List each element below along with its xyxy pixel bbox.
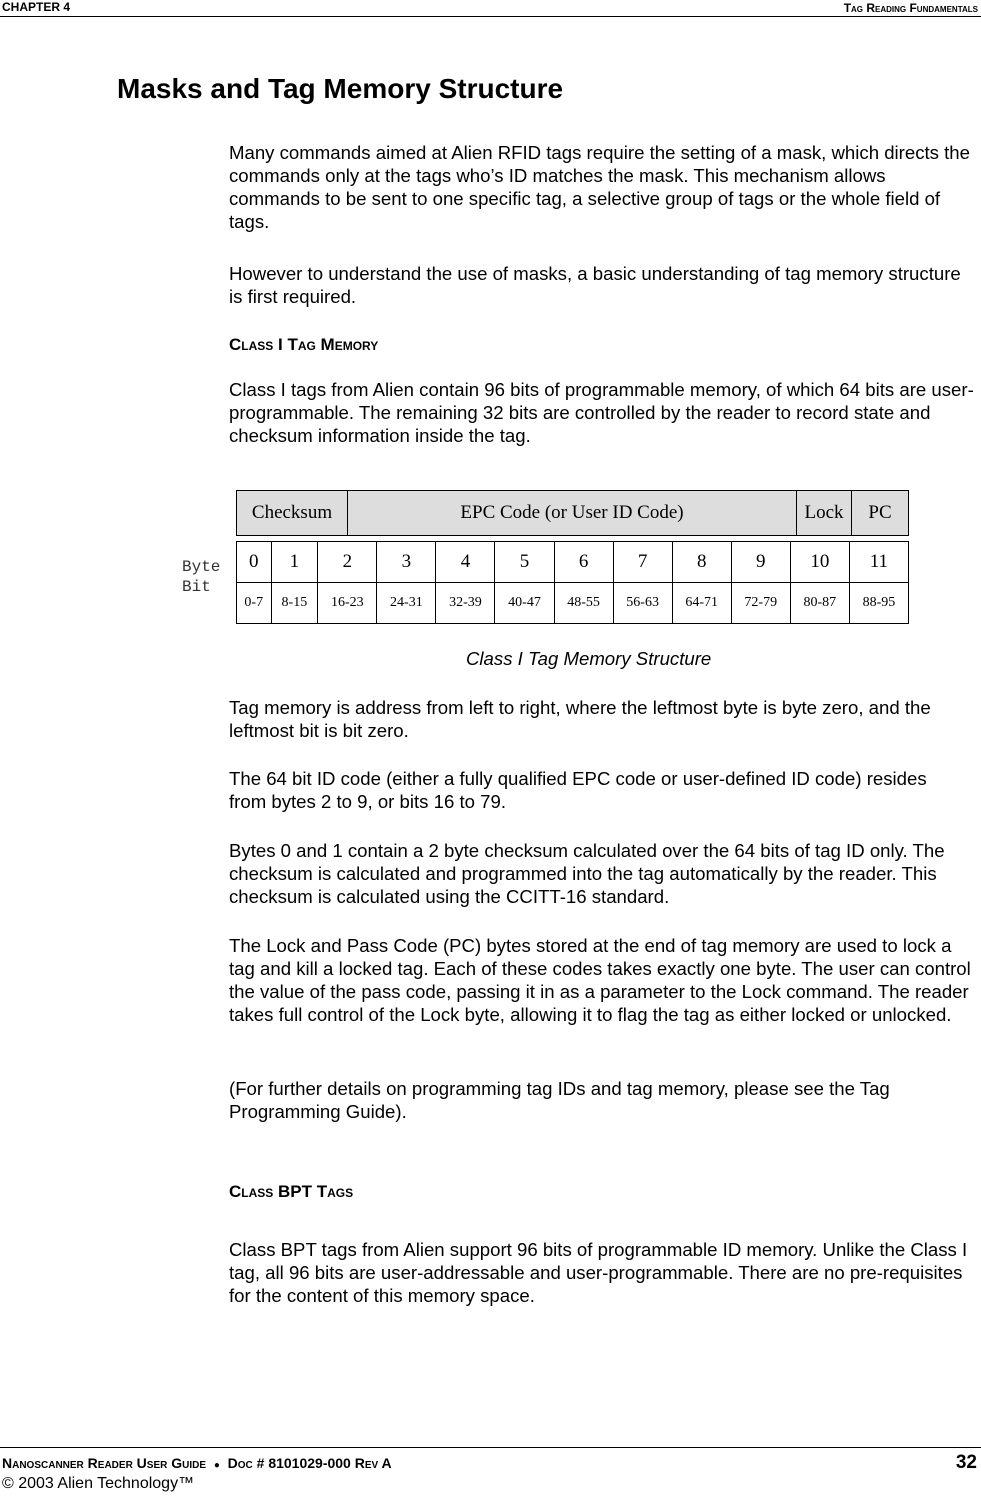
- body-paragraph-5: (For further details on programming tag IDs and tag memory, please see the Tag Programming Guide).: [229, 1078, 890, 1122]
- header-rule: [0, 16, 981, 17]
- footer-copyright: © 2003 Alien Technology™: [2, 1475, 195, 1492]
- footer-doc-number: Doc # 8101029-000 Rev A: [227, 1455, 392, 1471]
- class1-paragraph: Class I tags from Alien contain 96 bits of programmable memory, of which 64 bits are user-programmable. The remaining 32 bits are controlled by the reader to record state and checksum information inside the tag.: [229, 379, 974, 446]
- bit-cell: 40-47: [495, 583, 554, 624]
- bit-cell: 80-87: [790, 583, 849, 624]
- bit-row: [237, 583, 909, 624]
- memory-field-table: [236, 490, 909, 536]
- byte-cell: 10: [790, 542, 849, 583]
- bit-row-label: Bit: [182, 578, 211, 596]
- chapter-label: CHAPTER 4: [2, 0, 71, 14]
- byte-cell: 7: [613, 542, 672, 583]
- bit-cell: 24-31: [377, 583, 436, 624]
- memory-byte-table: [236, 541, 909, 624]
- class1-heading: Class I Tag Memory: [229, 335, 379, 354]
- byte-cell: 4: [436, 542, 495, 583]
- field-pc: PC: [852, 491, 909, 536]
- body-paragraph-1: Tag memory is address from left to right, where the leftmost byte is byte zero, and the leftmost bit is bit zero.: [229, 697, 931, 741]
- body-paragraph-3: Bytes 0 and 1 contain a 2 byte checksum calculated over the 64 bits of tag ID only. The checksum is calculated and programmed into the tag automatically by the reader. This checksum is calculated using the CCITT-16 standard.: [229, 840, 945, 907]
- footer-rule: [0, 1447, 981, 1448]
- byte-cell: 8: [672, 542, 731, 583]
- byte-cell: 11: [849, 542, 908, 583]
- field-lock: Lock: [797, 491, 852, 536]
- bit-cell: 32-39: [436, 583, 495, 624]
- bit-cell: 0-7: [237, 583, 272, 624]
- byte-cell: 9: [731, 542, 790, 583]
- field-checksum: Checksum: [237, 491, 348, 536]
- intro-paragraph-1: Many commands aimed at Alien RFID tags require the setting of a mask, which directs the commands only at the tags who’s ID matches the mask. This mechanism allows commands to be sent to one specific tag, a selective group of tags or the whole field of tags.: [229, 142, 970, 232]
- byte-cell: 6: [554, 542, 613, 583]
- intro-paragraph-2: However to understand the use of masks, a basic understanding of tag memory structure is first required.: [229, 263, 961, 307]
- bit-cell: 64-71: [672, 583, 731, 624]
- bit-cell: 88-95: [849, 583, 908, 624]
- byte-cell: 0: [237, 542, 272, 583]
- bpt-paragraph: Class BPT tags from Alien support 96 bits of programmable ID memory. Unlike the Class I tag, all 96 bits are user-addressable and user-programmable. There are no pre-requisites for the content of this memory space.: [229, 1239, 968, 1306]
- bit-cell: 48-55: [554, 583, 613, 624]
- bpt-heading: Class BPT Tags: [229, 1182, 354, 1201]
- figure-caption: Class I Tag Memory Structure: [466, 648, 712, 669]
- bit-cell: 8-15: [271, 583, 318, 624]
- section-label: Tag Reading Fundamentals: [843, 1, 978, 15]
- byte-row-label: Byte: [182, 558, 221, 576]
- field-epc-code: EPC Code (or User ID Code): [348, 491, 797, 536]
- byte-cell: 1: [271, 542, 318, 583]
- footer-separator: ●: [213, 1460, 220, 1471]
- byte-cell: 2: [318, 542, 377, 583]
- bit-cell: 56-63: [613, 583, 672, 624]
- body-paragraph-2: The 64 bit ID code (either a fully qualified EPC code or user-defined ID code) resides from bytes 2 to 9, or bits 16 to 79.: [229, 768, 927, 812]
- footer-doc-line: [2, 1455, 392, 1471]
- byte-cell: 5: [495, 542, 554, 583]
- byte-row: [237, 542, 909, 583]
- byte-cell: 3: [377, 542, 436, 583]
- footer-guide: Nanoscanner Reader User Guide: [2, 1455, 207, 1471]
- bit-cell: 72-79: [731, 583, 790, 624]
- bit-cell: 16-23: [318, 583, 377, 624]
- body-paragraph-4: The Lock and Pass Code (PC) bytes stored at the end of tag memory are used to lock a tag and kill a locked tag. Each of these codes takes exactly one byte. The user can control the value of the pass code, passing it in as a parameter to the Lock command. The reader takes full control of the Lock byte, allowing it to flag the tag as either locked or unlocked.: [229, 935, 971, 1025]
- page-number: 32: [955, 1452, 977, 1473]
- page-title: Masks and Tag Memory Structure: [117, 73, 564, 104]
